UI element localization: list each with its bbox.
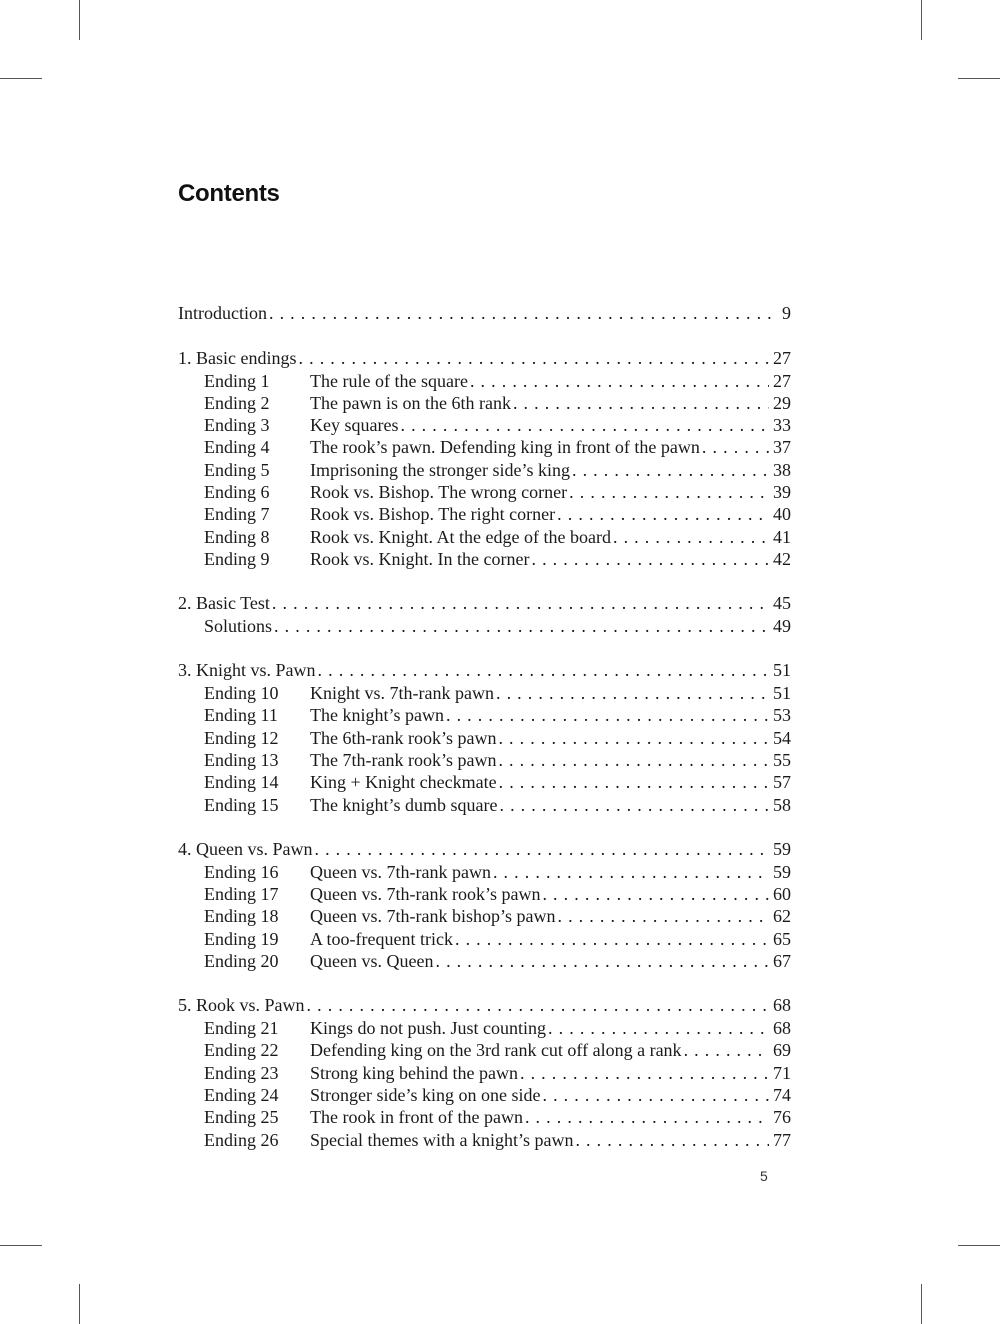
dot-leader (529, 548, 769, 570)
dot-leader (305, 994, 769, 1017)
page-title: Contents (178, 180, 280, 207)
crop-mark (79, 0, 80, 40)
table-of-contents (178, 302, 791, 1173)
toc-page-number: 74 (773, 1084, 791, 1105)
toc-entry-number: Ending 20 (204, 950, 279, 971)
toc-entry-title: The rule of the square (310, 370, 468, 391)
dot-leader (444, 704, 769, 726)
toc-sections (178, 347, 791, 1151)
crop-mark (0, 78, 42, 79)
toc-entry (178, 749, 791, 771)
toc-entry-number: Ending 1 (204, 370, 270, 391)
toc-page-number: 54 (773, 727, 791, 748)
dot-leader (491, 861, 769, 883)
dot-leader (682, 1039, 769, 1061)
toc-entry (178, 1084, 791, 1106)
dot-leader (555, 905, 769, 927)
toc-entry-number: Ending 5 (204, 459, 270, 480)
toc-section-title: 3. Knight vs. Pawn (178, 660, 316, 681)
toc-entry (178, 928, 791, 950)
toc-entry-title: Solutions (204, 616, 273, 637)
toc-entry-title: Queen vs. Queen (310, 950, 434, 971)
toc-page-number: 59 (773, 861, 791, 882)
toc-intro-section (178, 302, 791, 325)
toc-section (178, 659, 791, 816)
toc-page-number: 60 (773, 884, 791, 905)
toc-entry (178, 704, 791, 726)
crop-mark (0, 1245, 42, 1246)
toc-entry (178, 414, 791, 436)
dot-leader (540, 1084, 769, 1106)
toc-entry-title: The knight’s dumb square (310, 794, 498, 815)
crop-mark (958, 78, 1000, 79)
toc-entry-title: Kings do not push. Just counting (310, 1018, 547, 1039)
toc-entry-number: Ending 17 (204, 884, 279, 905)
toc-entry-number: Ending 16 (204, 861, 279, 882)
toc-entry-title: A too-frequent trick (310, 928, 453, 949)
dot-leader (497, 794, 769, 816)
crop-mark (921, 1284, 922, 1324)
toc-entry-number: Ending 21 (204, 1018, 279, 1039)
toc-entry-number: Ending 12 (204, 727, 279, 748)
toc-section-title: 5. Rook vs. Pawn (178, 995, 305, 1016)
toc-entry-title: Strong king behind the pawn (310, 1062, 518, 1083)
toc-page-number: 37 (773, 437, 791, 458)
toc-entry-title: The 7th-rank rook’s pawn (310, 750, 497, 771)
page-number: 5 (760, 1168, 768, 1184)
toc-entry-title: Rook vs. Bishop. The right corner (310, 504, 556, 525)
toc-page-number: 40 (773, 504, 791, 525)
toc-section (178, 347, 791, 570)
toc-page-number: 27 (773, 347, 791, 368)
toc-section-title: 4. Queen vs. Pawn (178, 838, 313, 859)
toc-entry-number: Ending 11 (204, 705, 278, 726)
toc-section-heading (178, 592, 791, 615)
dot-leader (523, 1106, 769, 1128)
toc-entry-number: Ending 15 (204, 794, 279, 815)
toc-entry (178, 436, 791, 458)
dot-leader (453, 928, 769, 950)
toc-page-number: 27 (773, 370, 791, 391)
toc-entry (178, 481, 791, 503)
toc-page-number: 59 (773, 838, 791, 859)
toc-page-number: 76 (773, 1107, 791, 1128)
toc-entry (178, 727, 791, 749)
toc-entry (178, 883, 791, 905)
dot-leader (496, 749, 769, 771)
toc-page-number: 53 (773, 705, 791, 726)
toc-page-number: 71 (773, 1062, 791, 1083)
toc-page-number: 39 (773, 482, 791, 503)
toc-page-number: 69 (773, 1040, 791, 1061)
toc-entry (178, 615, 791, 637)
dot-leader (433, 950, 769, 972)
toc-page-number: 65 (773, 928, 791, 949)
toc-entry-number: Ending 4 (204, 437, 270, 458)
toc-entry-number: Ending 9 (204, 548, 270, 569)
dot-leader (316, 659, 769, 682)
toc-entry-number: Ending 8 (204, 526, 270, 547)
toc-section (178, 592, 791, 637)
toc-entry-number: Ending 2 (204, 392, 270, 413)
dot-leader (700, 436, 769, 458)
toc-entry (178, 1017, 791, 1039)
toc-entry-title: Introduction (178, 303, 267, 323)
toc-page-number: 67 (773, 950, 791, 971)
toc-entry-title: King + Knight checkmate (310, 772, 497, 793)
toc-entry (178, 794, 791, 816)
toc-page-number: 51 (773, 660, 791, 681)
dot-leader (570, 459, 769, 481)
toc-page-number: 51 (773, 683, 791, 704)
toc-page-number: 45 (773, 593, 791, 614)
toc-entry-number: Ending 7 (204, 504, 270, 525)
dot-leader (511, 392, 769, 414)
toc-entry-title: Defending king on the 3rd rank cut off along a rank (310, 1040, 682, 1061)
dot-leader (297, 347, 770, 370)
toc-entry-title: The 6th-rank rook’s pawn (310, 727, 497, 748)
toc-entry-title: The rook in front of the pawn (310, 1107, 523, 1128)
toc-entry-number: Ending 13 (204, 750, 279, 771)
toc-page-number: 49 (773, 616, 791, 637)
toc-entry-title: Rook vs. Knight. At the edge of the board (310, 526, 611, 547)
toc-entry (178, 526, 791, 548)
dot-leader (468, 370, 769, 392)
dot-leader (567, 481, 769, 503)
toc-page-number: 33 (773, 415, 791, 436)
dot-leader (555, 503, 769, 525)
toc-entry-title: Rook vs. Bishop. The wrong corner (310, 482, 568, 503)
dot-leader (398, 414, 769, 436)
toc-entry (178, 548, 791, 570)
dot-leader (546, 1017, 769, 1039)
crop-mark (79, 1284, 80, 1324)
toc-page-number: 62 (773, 906, 791, 927)
toc-page-number: 41 (773, 526, 791, 547)
toc-entry-title: Key squares (310, 415, 399, 436)
toc-entry (178, 771, 791, 793)
toc-entry-number: Ending 18 (204, 906, 279, 927)
toc-entry (178, 1106, 791, 1128)
toc-page-number: 42 (773, 548, 791, 569)
dot-leader (312, 838, 769, 861)
toc-entry-introduction (178, 302, 791, 325)
toc-entry-number: Ending 22 (204, 1040, 279, 1061)
dot-leader (573, 1129, 769, 1151)
toc-entry-number: Ending 10 (204, 683, 279, 704)
toc-section (178, 994, 791, 1151)
toc-entry (178, 1129, 791, 1151)
toc-entry-number: Ending 14 (204, 772, 279, 793)
toc-entry-title: Rook vs. Knight. In the corner (310, 548, 530, 569)
dot-leader (540, 883, 769, 905)
toc-entry-number: Ending 25 (204, 1107, 279, 1128)
dot-leader (611, 526, 769, 548)
toc-entry-title: The pawn is on the 6th rank (310, 392, 511, 413)
dot-leader (518, 1062, 769, 1084)
toc-entry-title: The rook’s pawn. Defending king in front of the pawn (310, 437, 700, 458)
toc-section-heading (178, 659, 791, 682)
crop-mark (921, 0, 922, 40)
toc-page-number: 77 (773, 1129, 791, 1150)
toc-section-heading (178, 838, 791, 861)
toc-entry-title: Knight vs. 7th-rank pawn (310, 683, 494, 704)
toc-entry (178, 1062, 791, 1084)
toc-section-title: 2. Basic Test (178, 593, 270, 614)
toc-entry (178, 950, 791, 972)
toc-section-heading (178, 994, 791, 1017)
toc-entry (178, 1039, 791, 1061)
toc-page-number: 9 (782, 303, 791, 323)
dot-leader (272, 615, 769, 637)
dot-leader (267, 302, 778, 325)
toc-entry-number: Ending 26 (204, 1129, 279, 1150)
toc-entry (178, 861, 791, 883)
toc-page-number: 55 (773, 750, 791, 771)
toc-page-number: 68 (773, 1018, 791, 1039)
toc-entry (178, 682, 791, 704)
toc-entry-title: Queen vs. 7th-rank rook’s pawn (310, 884, 541, 905)
toc-page-number: 68 (773, 995, 791, 1016)
toc-page-number: 38 (773, 459, 791, 480)
toc-page-number: 29 (773, 392, 791, 413)
dot-leader (497, 771, 769, 793)
toc-section-title: 1. Basic endings (178, 347, 297, 368)
toc-entry-title: Queen vs. 7th-rank pawn (310, 861, 491, 882)
toc-page-number: 57 (773, 772, 791, 793)
toc-section-heading (178, 347, 791, 370)
toc-entry-title: Stronger side’s king on one side (310, 1084, 541, 1105)
toc-page-number: 58 (773, 794, 791, 815)
toc-entry-title: Special themes with a knight’s pawn (310, 1129, 574, 1150)
toc-entry-number: Ending 6 (204, 482, 270, 503)
dot-leader (270, 592, 769, 615)
toc-entry-title: Imprisoning the stronger side’s king (310, 459, 570, 480)
dot-leader (496, 727, 769, 749)
toc-entry-number: Ending 19 (204, 928, 279, 949)
toc-entry (178, 459, 791, 481)
toc-entry (178, 392, 791, 414)
toc-entry-number: Ending 24 (204, 1084, 279, 1105)
toc-entry-title: Queen vs. 7th-rank bishop’s pawn (310, 906, 556, 927)
toc-entry (178, 905, 791, 927)
toc-entry-number: Ending 23 (204, 1062, 279, 1083)
toc-entry (178, 370, 791, 392)
crop-mark (958, 1245, 1000, 1246)
toc-entry-number: Ending 3 (204, 415, 270, 436)
toc-entry (178, 503, 791, 525)
toc-section (178, 838, 791, 972)
toc-entry-title: The knight’s pawn (310, 705, 444, 726)
dot-leader (494, 682, 769, 704)
